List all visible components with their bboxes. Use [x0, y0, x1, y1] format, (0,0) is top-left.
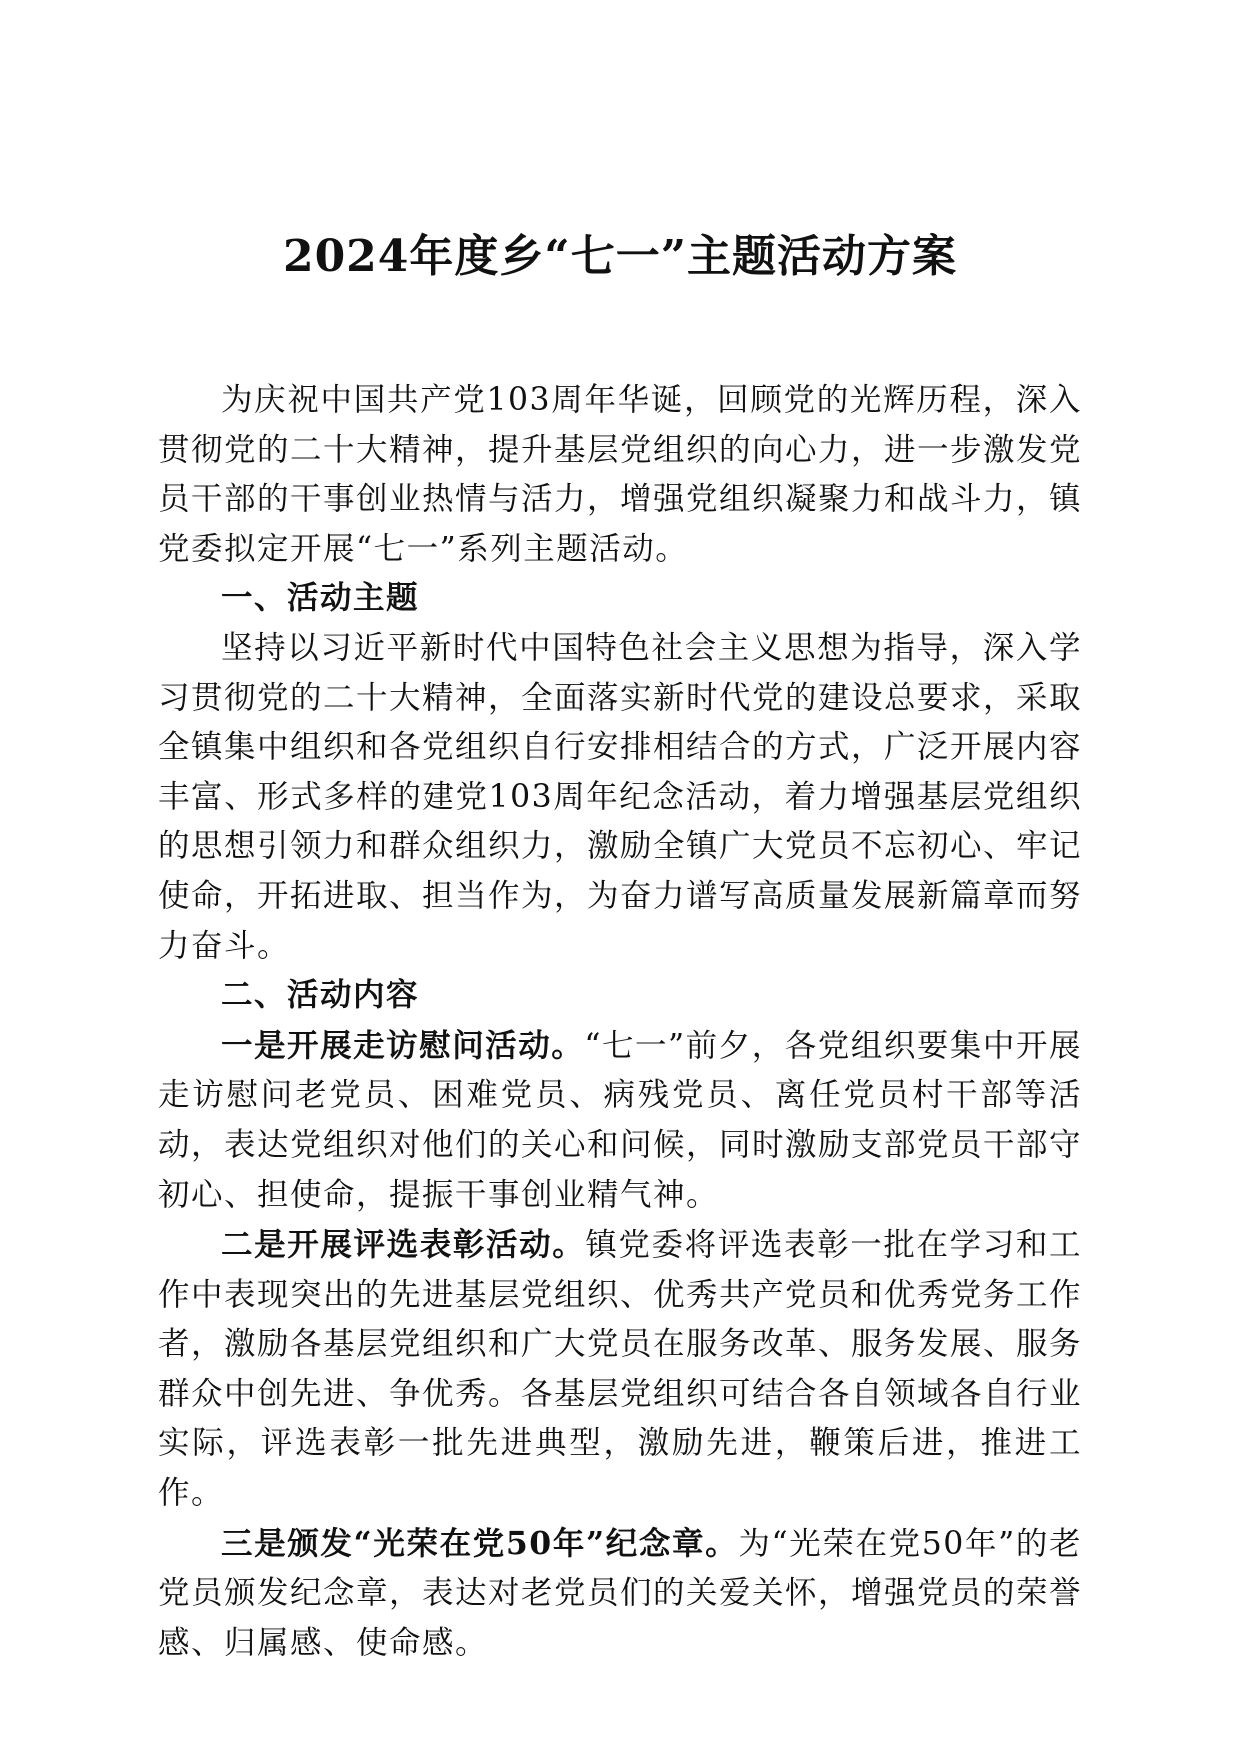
theme-paragraph: 坚持以习近平新时代中国特色社会主义思想为指导，深入学习贯彻党的二十大精神，全面落实新时代党的建设总要求，采取全镇集中组织和各党组织自行安排相结合的方式，广泛开展内容丰富、形式多样的建党103周年纪念活动，着力增强基层党组织的思想引领力和群众组织力，激励全镇广大党员不忘初心、牢记使命，开拓进取、担当作为，为奋力谱写高质量发展新篇章而努力奋斗。 [158, 629, 1083, 964]
content-item-lead: 二是开展评选表彰活动。 [221, 1226, 586, 1264]
section-heading-theme: 一、活动主题 [221, 580, 420, 617]
intro-paragraph: 为庆祝中国共产党103周年华诞，回顾党的光辉历程，深入贯彻党的二十大精神，提升基层党组织的向心力，进一步激发党员干部的干事创业热情与活力，增强党组织凝聚力和战斗力，镇党委拟定开展“七一”系列主题活动。 [158, 382, 1083, 567]
content-item-text: 为“光荣在党50年”的老党员颁发纪念章，表达对老党员们的关爱关怀，增强党员的荣誉感、归属感、使命感。 [158, 1525, 1083, 1661]
document-title: 2024年度乡“七一”主题活动方案 [282, 231, 958, 282]
document-body [158, 376, 1082, 1668]
content-item-visit [158, 1021, 1082, 1220]
content-item-lead: 一是开展走访慰问活动。 [221, 1026, 585, 1064]
content-item-text: “七一”前夕，各党组织要集中开展走访慰问老党员、困难党员、病残党员、离任党员村干部等活动，表达党组织对他们的关心和问候，同时激励支部党员干部守初心、担使命，提振干事创业精气神。 [158, 1027, 1083, 1213]
content-item-lead: 三是颁发“光荣在党50年”纪念章。 [221, 1524, 739, 1562]
content-item-text: 镇党委将评选表彰一批在学习和工作中表现突出的先进基层党组织、优秀共产党员和优秀党务工作者，激励各基层党组织和广大党员在服务改革、服务发展、服务群众中创先进、争优秀。各基层党组织可结合各自领域各自行业实际，评选表彰一批先进典型，激励先进，鞭策后进，推进工作。 [158, 1227, 1083, 1512]
content-item-award [158, 1220, 1082, 1519]
section-heading-content: 二、活动内容 [221, 977, 420, 1014]
content-item-medal [158, 1519, 1082, 1669]
